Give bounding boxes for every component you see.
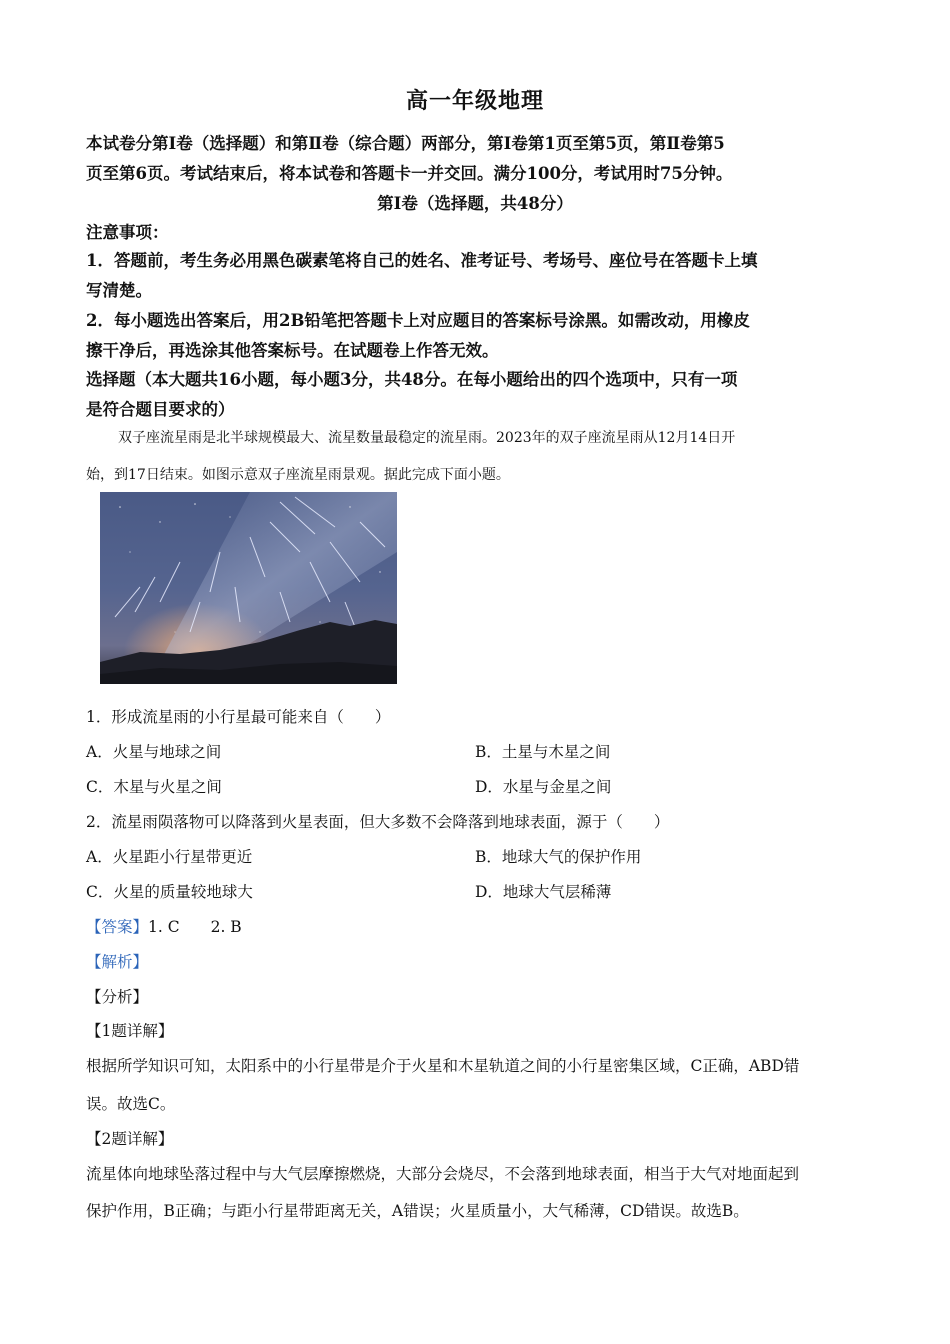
detail-2-line1: 流星体向地球坠落过程中与大气层摩擦燃烧，大部分会烧尽，不会落到地球表面，相当于大气对地面起到 <box>86 1165 800 1183</box>
section-title: 第Ⅰ卷（选择题，共48分） <box>377 194 573 213</box>
analysis-sub-label: 【分析】 <box>86 988 149 1006</box>
answer-text: 1. C 2. B <box>148 918 242 936</box>
analysis-label: 【解析】 <box>86 953 149 971</box>
choice-header-line1: 选择题（本大题共16小题，每小题3分，共48分。在每小题给出的四个选项中，只有一项 <box>86 370 738 389</box>
detail-1-line2: 误。故选C。 <box>86 1095 176 1113</box>
detail-2-line2: 保护作用，B正确；与距小行星带距离无关，A错误；火星质量小，大气稀薄，CD错误。故选B。 <box>86 1202 749 1220</box>
question-1-option-c: C．木星与火星之间 <box>86 778 222 796</box>
question-2-option-a: A．火星距小行星带更近 <box>86 848 253 866</box>
answer-label: 【答案】 <box>86 918 149 936</box>
notes-heading: 注意事项： <box>86 223 169 242</box>
notes-item1-line1: 1．答题前，考生务必用黑色碳素笔将自己的姓名、准考证号、考场号、座位号在答题卡上填 <box>86 251 758 270</box>
notes-item2-line2: 擦干净后，再选涂其他答案标号。在试题卷上作答无效。 <box>86 341 499 360</box>
detail-1-label: 【1题详解】 <box>86 1022 174 1040</box>
question-1-option-d: D．水星与金星之间 <box>475 778 612 796</box>
detail-1-line1: 根据所学知识可知，太阳系中的小行星带是介于火星和木星轨道之间的小行星密集区域，C正确，ABD错 <box>86 1057 800 1075</box>
question-2-option-c: C．火星的质量较地球大 <box>86 883 253 901</box>
passage-line1: 双子座流星雨是北半球规模最大、流星数量最稳定的流星雨。2023年的双子座流星雨从12月14日开 <box>118 430 736 446</box>
detail-2-label: 【2题详解】 <box>86 1130 174 1148</box>
notes-item1-line2: 写清楚。 <box>86 281 152 300</box>
question-2-stem: 2．流星雨陨落物可以降落到火星表面，但大多数不会降落到地球表面，源于（ ） <box>86 813 670 831</box>
page-title: 高一年级地理 <box>405 88 544 114</box>
question-1-option-b: B．土星与木星之间 <box>475 743 611 761</box>
choice-header-line2: 是符合题目要求的） <box>86 400 235 419</box>
question-2-option-b: B．地球大气的保护作用 <box>475 848 642 866</box>
meteor-shower-photo <box>100 492 397 684</box>
passage-line2: 始，到17日结束。如图示意双子座流星雨景观。据此完成下面小题。 <box>86 467 510 483</box>
question-1-stem: 1．形成流星雨的小行星最可能来自（ ） <box>86 708 391 726</box>
intro-line-2: 页至第6页。考试结束后，将本试卷和答题卡一并交回。满分100分，考试用时75分钟。 <box>86 164 733 183</box>
question-1-option-a: A．火星与地球之间 <box>86 743 222 761</box>
answer-row <box>86 915 242 937</box>
question-2-option-d: D．地球大气层稀薄 <box>475 883 612 901</box>
intro-line-1: 本试卷分第Ⅰ卷（选择题）和第Ⅱ卷（综合题）两部分，第Ⅰ卷第1页至第5页，第Ⅱ卷第5 <box>86 134 725 153</box>
notes-item2-line1: 2．每小题选出答案后，用2B铅笔把答题卡上对应题目的答案标号涂黑。如需改动，用橡皮 <box>86 311 750 330</box>
